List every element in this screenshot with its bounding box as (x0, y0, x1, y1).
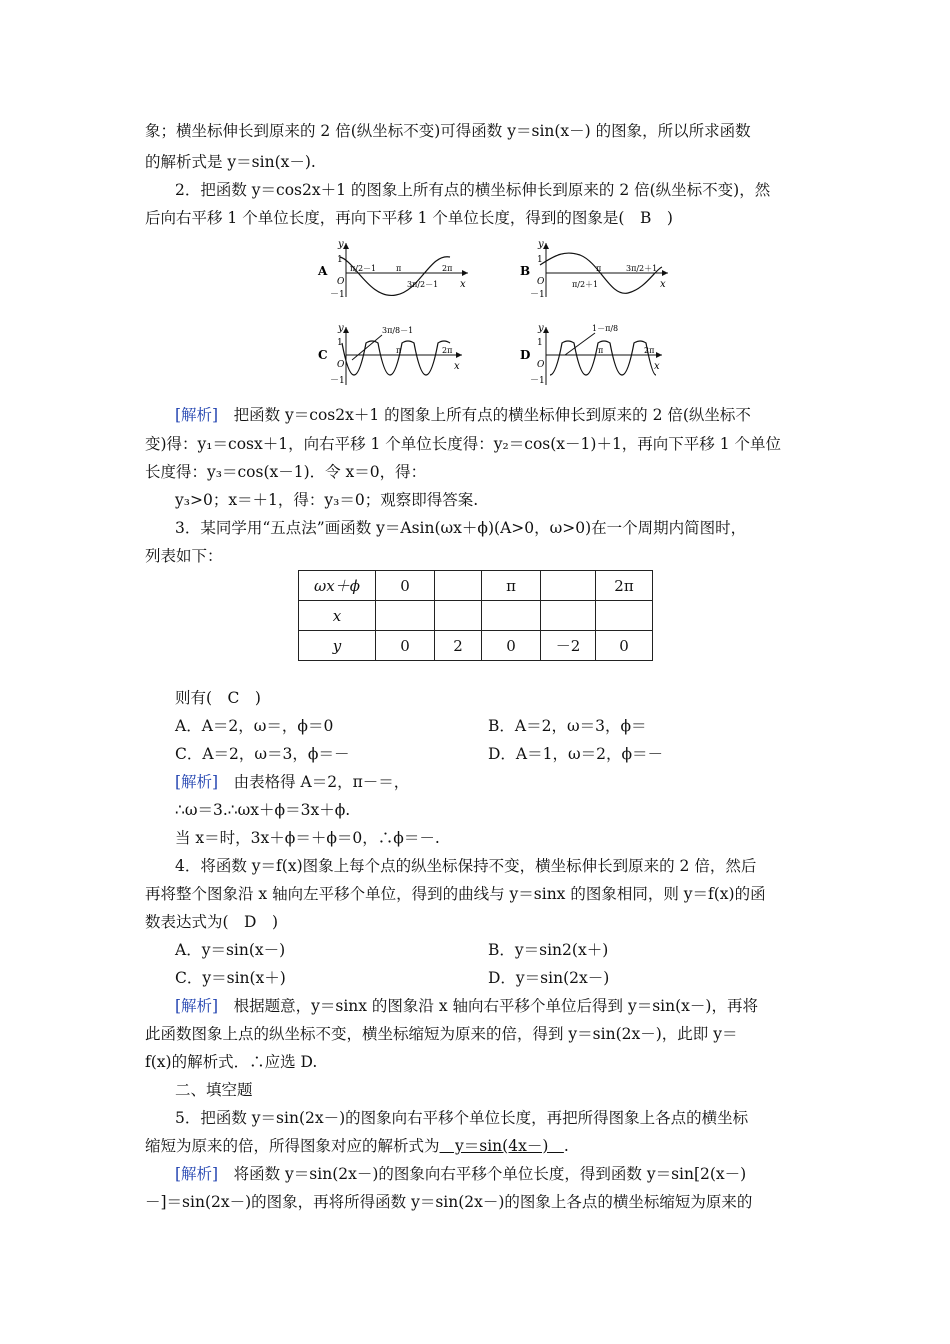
analysis-4-line: f(x)的解析式．∴应选 D. (145, 1053, 318, 1071)
question-text: 缩短为原来的倍，所得图象对应的解析式为 (145, 1137, 440, 1155)
axis-y-label: y (538, 323, 544, 334)
origin-label: O (337, 360, 345, 370)
tick-label: π (596, 264, 602, 273)
analysis-text: 由表格得 A＝2，π－＝， (218, 773, 410, 791)
axis-y-label: y (338, 239, 344, 250)
option-b: B．y＝sin2(x＋) (488, 941, 609, 959)
tick-label: 1 (537, 255, 543, 265)
analysis-text: 根据题意，y＝sinx 的图象沿 x 轴向右平移个单位后得到 y＝sin(x－)，再将 (218, 997, 758, 1015)
tick-label: 1－π/8 (592, 324, 619, 333)
graph-d (520, 323, 662, 386)
analysis-text: 将函数 y＝sin(2x－)的图象向右平移个单位长度，得到函数 y＝sin[2(x－) (218, 1165, 747, 1183)
tick-label: －1 (530, 290, 545, 300)
table-cell: π (482, 571, 541, 601)
table-row (299, 631, 653, 661)
analysis-3-line: 当 x＝时，3x＋ϕ＝＋ϕ＝0，∴ϕ＝－. (175, 829, 440, 847)
text-line: 的解析式是 y＝sin(x－). (145, 153, 316, 171)
analysis-tag: [解析] (175, 1165, 219, 1183)
table-cell: 0 (376, 631, 435, 661)
table-row (299, 601, 653, 631)
tick-label: π (598, 346, 604, 355)
table-cell: 0 (482, 631, 541, 661)
tick-label: －1 (330, 290, 345, 300)
analysis-3-line: ∴ω＝3.∴ωx＋ϕ＝3x＋ϕ. (175, 801, 351, 819)
analysis-2-line: y₃>0；x＝＋1，得：y₃＝0；观察即得答案. (175, 491, 479, 509)
axis-x-label: x (660, 279, 666, 290)
graph-c (318, 323, 462, 386)
graph-a (317, 239, 468, 300)
axis-y-label: y (538, 239, 544, 250)
question-5-line: 5．把函数 y＝sin(2x－)的图象向右平移个单位长度，再把所得图象上各点的横坐标 (175, 1109, 749, 1127)
table-cell: 2π (596, 571, 653, 601)
axis-x-label: x (460, 279, 466, 290)
table-cell (541, 601, 596, 631)
question-3-line: 列表如下： (145, 547, 223, 565)
table-cell (541, 571, 596, 601)
question-3-line: 3．某同学用“五点法”画函数 y＝Asin(ωx＋ϕ)(A>0，ω>0)在一个周期内简图时， (175, 519, 747, 537)
analysis-tag: [解析] (175, 997, 219, 1015)
table-cell (435, 571, 482, 601)
tick-label: π (396, 264, 402, 273)
tick-label: 3π/2＋1 (626, 264, 658, 273)
analysis-2-line: 长度得：y₃＝cos(x－1)．令 x＝0，得： (145, 463, 427, 481)
question-5-line (145, 1136, 569, 1156)
option-c: C．y＝sin(x＋) (175, 969, 286, 987)
graph-letter: B (520, 264, 531, 278)
table-cell (482, 601, 541, 631)
table-row (299, 571, 653, 601)
text-line: 象；横坐标伸长到原来的 2 倍(纵坐标不变)可得函数 y＝sin(x－) 的图象，所以所求函数 (145, 122, 751, 140)
tick-label: 2π (442, 264, 453, 273)
tick-label: 1 (537, 338, 543, 348)
tick-label: 1 (337, 338, 343, 348)
question-2-line: 2．把函数 y＝cos2x＋1 的图象上所有点的横坐标伸长到原来的 2 倍(纵坐标不变)，然 (175, 181, 771, 199)
graph-letter: A (318, 264, 328, 278)
table-row-label: ωx＋ϕ (299, 571, 376, 601)
section-heading: 二、填空题 (175, 1081, 253, 1099)
question-2-line: 后向右平移 1 个单位长度，再向下平移 1 个单位长度，得到的图象是( B ) (145, 209, 673, 227)
option-d: D．y＝sin(2x－) (488, 969, 610, 987)
origin-label: O (537, 277, 545, 287)
table-row-label: x (299, 601, 376, 631)
answer-graphs (310, 235, 680, 395)
option-b: B．A＝2，ω＝3，ϕ＝ (488, 717, 647, 735)
question-text: . (563, 1137, 569, 1155)
graph-curve (340, 257, 453, 296)
question-4-line: 再将整个图象沿 x 轴向左平移个单位，得到的曲线与 y＝sinx 的图象相同，则 y＝f(x)的函 (145, 885, 766, 903)
analysis-4-line: 此函数图象上点的纵坐标不变，横坐标缩短为原来的倍，得到 y＝sin(2x－)，此即 y＝ (145, 1025, 738, 1043)
analysis-tag: [解析] (175, 773, 219, 791)
option-d: D．A＝1，ω＝2，ϕ＝－ (488, 745, 664, 763)
tick-label: 1 (337, 255, 343, 265)
analysis-2-line (175, 405, 751, 425)
table-cell: 0 (596, 631, 653, 661)
origin-label: O (537, 360, 545, 370)
answer-blank: y＝sin(4x－) (439, 1137, 564, 1155)
option-c: C．A＝2，ω＝3，ϕ＝－ (175, 745, 350, 763)
tick-label: 2π (442, 346, 453, 355)
table-cell: 0 (376, 571, 435, 601)
axis-x-label: x (654, 361, 660, 372)
question-4-line: 数表达式为( D ) (145, 913, 279, 931)
tick-label: π/2－1 (350, 264, 377, 273)
table-cell: 2 (435, 631, 482, 661)
analysis-tag: [解析] (175, 406, 219, 424)
five-point-table (298, 570, 653, 661)
axis-y-label: y (338, 323, 344, 334)
analysis-2-line: 变)得：y₁＝cosx＋1，向右平移 1 个单位长度得：y₂＝cos(x－1)＋1，再向下平移 1 个单位 (145, 435, 782, 453)
graph-letter: C (318, 348, 328, 362)
analysis-text: 把函数 y＝cos2x＋1 的图象上所有点的横坐标伸长到原来的 2 倍(纵坐标不 (218, 406, 751, 424)
tick-label: －1 (530, 376, 545, 386)
option-a: A．y＝sin(x－) (175, 941, 286, 959)
table-cell (376, 601, 435, 631)
option-a: A．A＝2，ω＝，ϕ＝0 (175, 717, 334, 735)
graph-letter: D (520, 348, 531, 362)
tick-label: π (396, 346, 402, 355)
table-row-label: y (299, 631, 376, 661)
analysis-5-line: －]＝sin(2x－)的图象，再将所得函数 y＝sin(2x－)的图象上各点的横坐标缩短为原来的 (145, 1193, 753, 1211)
analysis-5-line (175, 1164, 746, 1184)
question-3-line: 则有( C ) (175, 689, 261, 707)
question-4-line: 4．将函数 y＝f(x)图象上每个点的纵坐标保持不变，横坐标伸长到原来的 2 倍，然后 (175, 857, 757, 875)
tick-label: π/2＋1 (572, 280, 599, 289)
tick-label: 2π (644, 346, 655, 355)
tick-label: 3π/8－1 (382, 326, 414, 335)
tick-label: 3π/2－1 (407, 280, 439, 289)
analysis-3-line (175, 772, 409, 792)
axis-x-label: x (454, 361, 460, 372)
graph-b (520, 239, 668, 300)
table-cell: －2 (541, 631, 596, 661)
tick-label: －1 (330, 376, 345, 386)
origin-label: O (337, 277, 345, 287)
table-cell (435, 601, 482, 631)
table-cell (596, 601, 653, 631)
analysis-4-line (175, 996, 758, 1016)
